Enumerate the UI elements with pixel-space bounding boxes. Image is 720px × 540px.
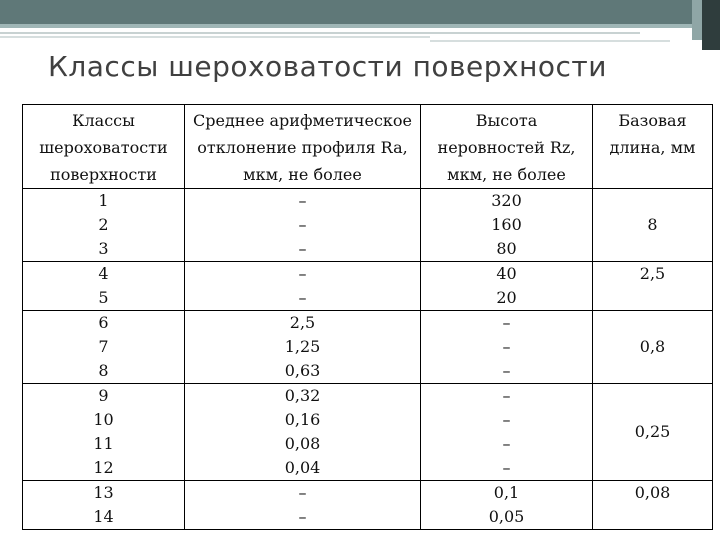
cell-class: 14 bbox=[23, 505, 185, 530]
cell-rz: – bbox=[421, 408, 593, 432]
cell-rz: 0,1 bbox=[421, 481, 593, 506]
cell-ra: 0,32 bbox=[185, 384, 421, 409]
cell-ra: – bbox=[185, 189, 421, 214]
cell-rz: 40 bbox=[421, 262, 593, 287]
cell-class: 5 bbox=[23, 286, 185, 311]
cell-ra: – bbox=[185, 505, 421, 530]
cell-class: 10 bbox=[23, 408, 185, 432]
cell-rz: – bbox=[421, 456, 593, 481]
header-rz: Высота неровностей Rz, мкм, не более bbox=[421, 105, 593, 189]
cell-class: 3 bbox=[23, 237, 185, 262]
cell-rz: 0,05 bbox=[421, 505, 593, 530]
header-base-length: Базовая длина, мм bbox=[593, 105, 713, 189]
cell-ra: 0,16 bbox=[185, 408, 421, 432]
cell-ra: – bbox=[185, 262, 421, 287]
cell-class: 12 bbox=[23, 456, 185, 481]
cell-base-length: 0,08 bbox=[593, 481, 713, 530]
cell-ra: – bbox=[185, 481, 421, 506]
table-row bbox=[23, 262, 713, 287]
cell-class: 6 bbox=[23, 311, 185, 336]
cell-class: 1 bbox=[23, 189, 185, 214]
cell-rz: – bbox=[421, 432, 593, 456]
cell-class: 7 bbox=[23, 335, 185, 359]
cell-class: 13 bbox=[23, 481, 185, 506]
cell-rz: – bbox=[421, 384, 593, 409]
cell-base-length: 0,25 bbox=[593, 384, 713, 481]
table-row bbox=[23, 384, 713, 409]
cell-class: 9 bbox=[23, 384, 185, 409]
table-row bbox=[23, 311, 713, 336]
cell-base-length: 0,8 bbox=[593, 311, 713, 384]
cell-ra: – bbox=[185, 237, 421, 262]
cell-rz: 80 bbox=[421, 237, 593, 262]
corner-decor bbox=[692, 0, 702, 40]
cell-ra: 1,25 bbox=[185, 335, 421, 359]
slide-title: Классы шероховатости поверхности bbox=[48, 50, 607, 83]
roughness-table bbox=[22, 104, 713, 530]
cell-class: 11 bbox=[23, 432, 185, 456]
cell-ra: 2,5 bbox=[185, 311, 421, 336]
header-accent bbox=[0, 24, 720, 28]
cell-rz: – bbox=[421, 311, 593, 336]
cell-rz: 320 bbox=[421, 189, 593, 214]
header-class: Классы шероховатости поверхности bbox=[23, 105, 185, 189]
decor-line bbox=[430, 40, 670, 42]
cell-ra: – bbox=[185, 286, 421, 311]
cell-class: 2 bbox=[23, 213, 185, 237]
table-header-row bbox=[23, 105, 713, 189]
decor-line bbox=[0, 32, 640, 34]
cell-ra: 0,08 bbox=[185, 432, 421, 456]
header-ra: Среднее арифметическое отклонение профиля Ra, мкм, не более bbox=[185, 105, 421, 189]
cell-ra: 0,63 bbox=[185, 359, 421, 384]
cell-ra: 0,04 bbox=[185, 456, 421, 481]
cell-rz: – bbox=[421, 359, 593, 384]
cell-class: 4 bbox=[23, 262, 185, 287]
cell-rz: 20 bbox=[421, 286, 593, 311]
cell-base-length: 8 bbox=[593, 189, 713, 262]
cell-rz: 160 bbox=[421, 213, 593, 237]
table-row bbox=[23, 189, 713, 214]
corner-decor bbox=[702, 0, 720, 50]
table-row bbox=[23, 481, 713, 506]
decor-line bbox=[0, 36, 430, 38]
cell-rz: – bbox=[421, 335, 593, 359]
cell-class: 8 bbox=[23, 359, 185, 384]
cell-ra: – bbox=[185, 213, 421, 237]
cell-base-length: 2,5 bbox=[593, 262, 713, 311]
header-band bbox=[0, 0, 720, 24]
